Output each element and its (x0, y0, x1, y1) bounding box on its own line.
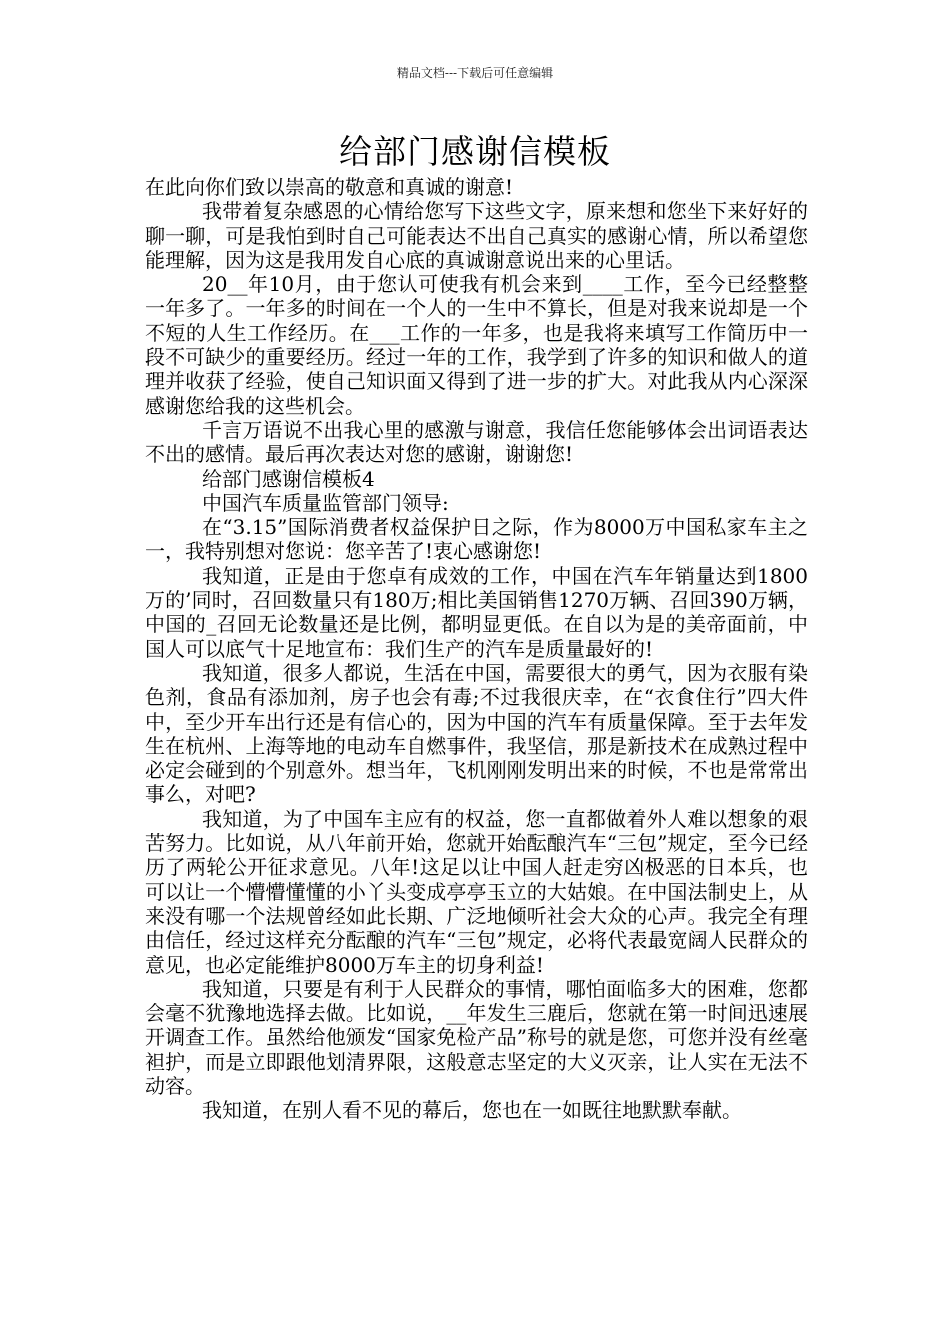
document-body (145, 175, 808, 1123)
body-paragraph: 在此向你们致以崇高的敬意和真诚的谢意! (145, 175, 514, 199)
body-paragraph: 我知道，正是由于您卓有成效的工作，中国在汽车年销量达到1800万的’同时，召回数量只有180万;相比美国销售1270万辆、召回390万辆，中国的_召回无论数量还是比例，都明显更低。在自以为是的美帝面前，中国人可以底气十足地宣布：我们生产的汽车是质量最好的! (145, 563, 808, 661)
body-paragraph: 20__年10月，由于您认可使我有机会来到____工作，至今已经整整一年多了。一年多的时间在一个人的一生中不算长，但是对我来说却是一个不短的人生工作经历。在___工作的一年多，也是我将来填写工作简历中一段不可缺少的重要经历。经过一年的工作，我学到了许多的知识和做人的道理并收获了经验，使自己知识面又得到了进一步的扩大。对此我从内心深深感谢您给我的这些机会。 (145, 272, 808, 418)
document-title: 给部门感谢信模板 (339, 132, 611, 171)
body-paragraph: 在“3.15”国际消费者权益保护日之际，作为8000万中国私家车主之一，我特别想对您说：您辛苦了!衷心感谢您! (145, 515, 808, 564)
body-paragraph: 给部门感谢信模板4 (202, 466, 375, 491)
body-paragraph: 我知道，在别人看不见的幕后，您也在一如既往地默默奉献。 (202, 1098, 742, 1123)
body-paragraph: 我知道，很多人都说，生活在中国，需要很大的勇气，因为衣服有染色剂，食品有添加剂，房子也会有毒;不过我很庆幸，在“衣食住行”四大件中，至少开车出行还是有信心的，因为中国的汽车有质量保障。至于去年发生在杭州、上海等地的电动车自燃事件，我坚信，那是新技术在成熟过程中必定会碰到的个别意外。想当年，飞机刚刚发明出来的时候，不也是常常出事么，对吧? (145, 660, 808, 807)
page-header-note: 精品文档---下载后可任意编辑 (396, 66, 554, 80)
body-paragraph: 我知道，为了中国车主应有的权益，您一直都做着外人难以想象的艰苦努力。比如说，从八年前开始，您就开始酝酿汽车“三包”规定，至今已经历了两轮公开征求意见。八年!这足以让中国人赶走穷凶极恶的日本兵，也可以让一个懵懵懂懂的小丫头变成亭亭玉立的大姑娘。在中国法制史上，从来没有哪一个法规曾经如此长期、广泛地倾听社会大众的心声。我完全有理由信任，经过这样充分酝酿的汽车“三包”规定，必将代表最宽阔人民群众的意见，也必定能维护8000万车主的切身利益! (145, 806, 808, 977)
body-paragraph: 我知道，只要是有利于人民群众的事情，哪怕面临多大的困难，您都会毫不犹豫地选择去做。比如说，__年发生三鹿后，您就在第一时间迅速展开调查工作。虽然给他颁发“国家免检产品”称号的就是您，可您并没有丝毫袒护，而是立即跟他划清界限，这般意志坚定的大义灭亲，让人实在无法不动容。 (145, 976, 808, 1098)
body-paragraph: 千言万语说不出我心里的感激与谢意，我信任您能够体会出词语表达不出的感情。最后再次表达对您的感谢，谢谢您! (145, 417, 808, 467)
body-paragraph: 中国汽车质量监管部门领导: (202, 490, 449, 515)
body-paragraph: 我带着复杂感恩的心情给您写下这些文字，原来想和您坐下来好好的聊一聊，可是我怕到时自己可能表达不出自己真实的感谢心情，所以希望您能理解，因为这是我用发自心底的真诚谢意说出来的心里话。 (145, 199, 808, 272)
